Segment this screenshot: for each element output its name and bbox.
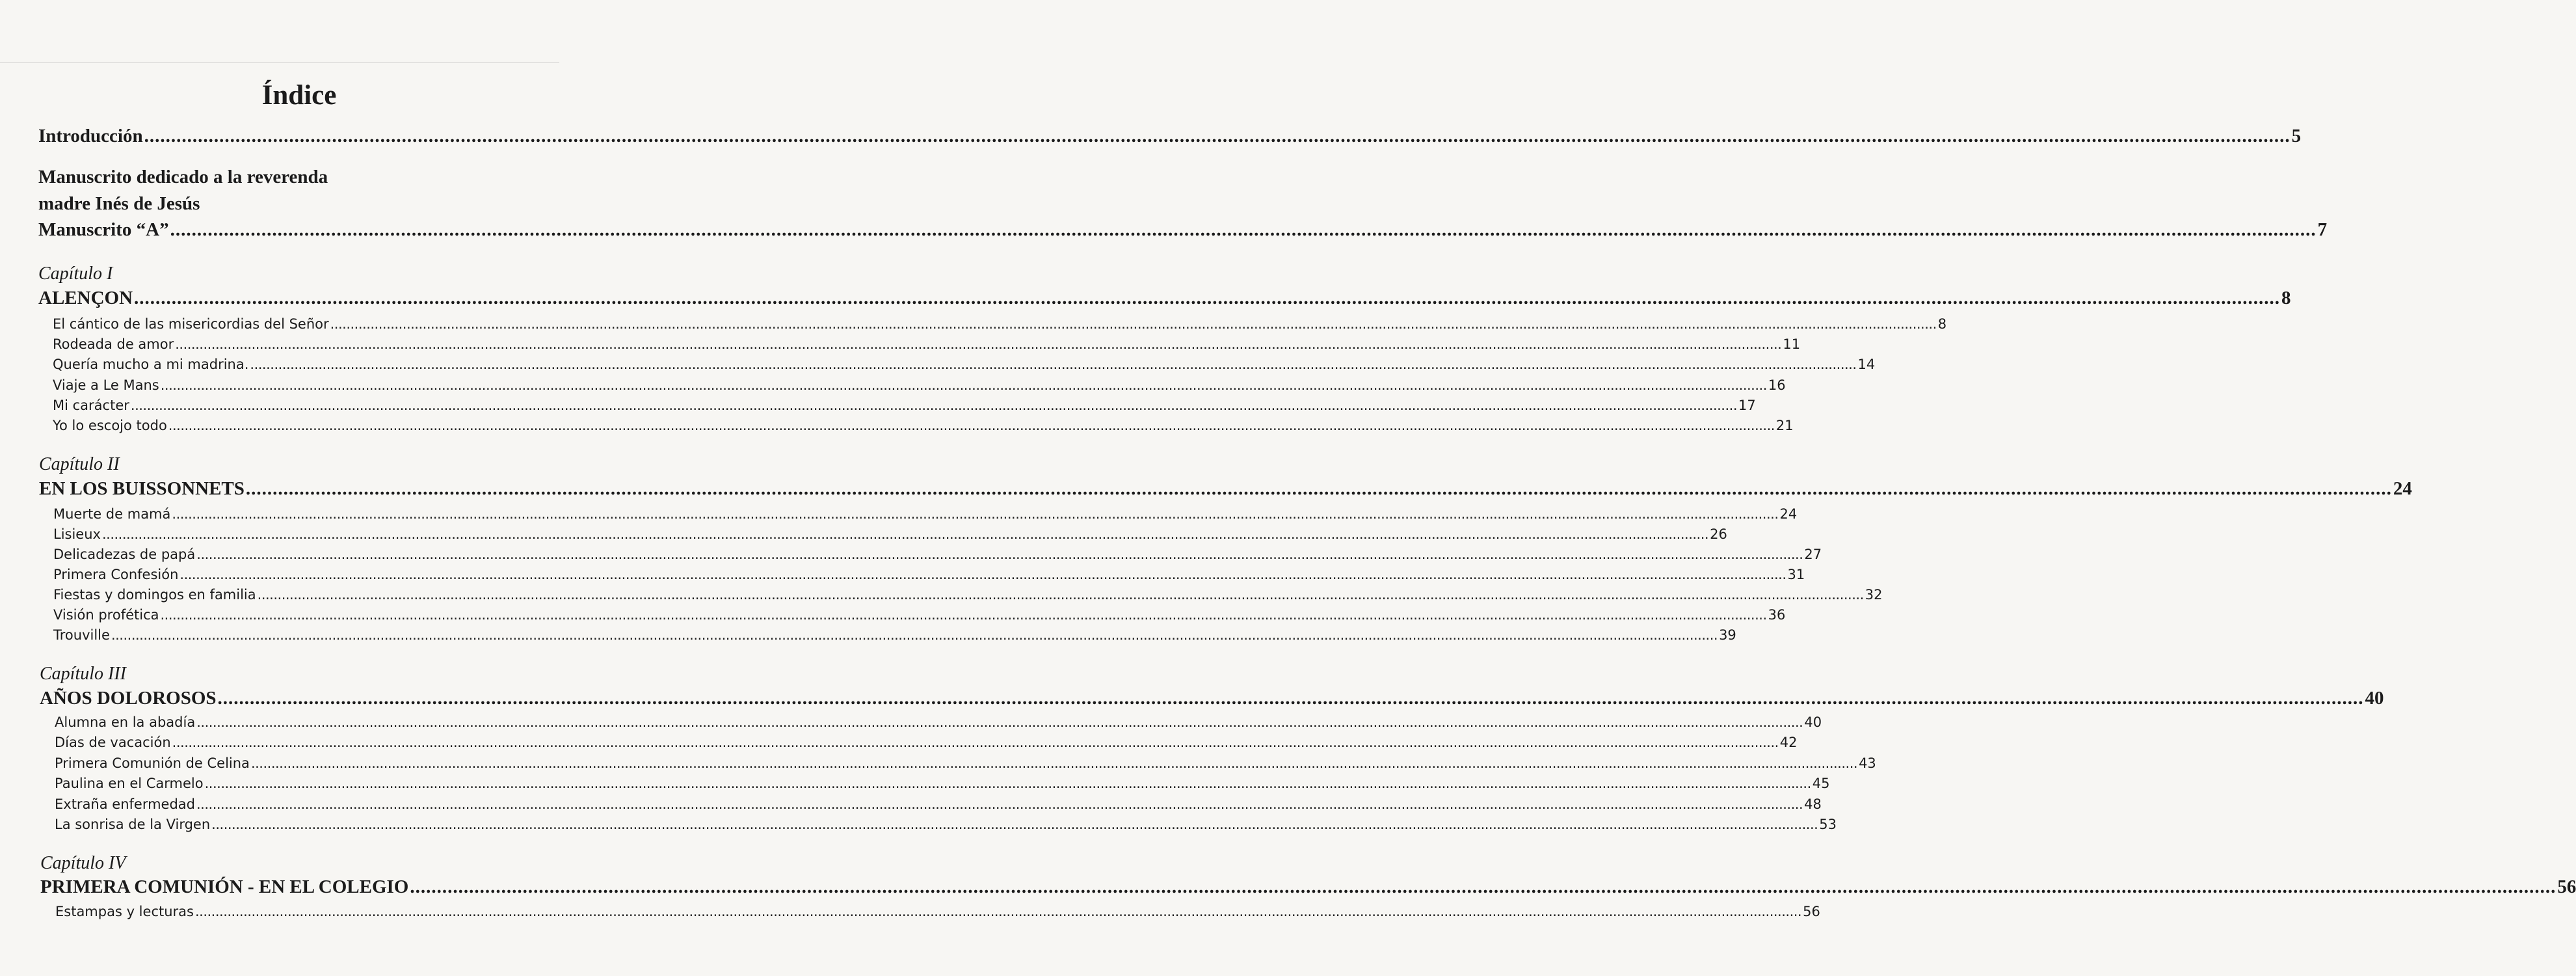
toc-entry-section[interactable] — [53, 316, 1947, 332]
entry-title: Quería mucho a mi madrina. — [53, 357, 249, 372]
dot-leader: ................................................................................................................................................................................................................................................................................................................................................................................................................ — [211, 817, 1818, 832]
toc-entry-section[interactable] — [53, 336, 1801, 352]
page-number: 26 — [1710, 526, 1727, 542]
toc-entry-section[interactable] — [53, 398, 1756, 413]
toc-entry-introduccion[interactable] — [38, 126, 2302, 147]
chapter-number: Capítulo III — [40, 664, 126, 684]
chapter-number: Capítulo I — [38, 264, 113, 284]
page-number: 36 — [1768, 607, 1786, 623]
page-title: Índice — [261, 80, 337, 111]
page-number: 11 — [1783, 336, 1801, 352]
page-number: 39 — [1719, 627, 1736, 643]
dot-leader: ................................................................................................................................................................................................................................................................................................................................................................................................................ — [170, 219, 2317, 240]
chapter-number: Capítulo II — [39, 454, 120, 474]
toc-entry-section[interactable] — [53, 418, 1794, 433]
page-number: 8 — [2281, 288, 2291, 308]
toc-entry-section[interactable] — [53, 506, 1798, 522]
entry-title: Extraña enfermedad — [55, 796, 195, 812]
toc-entry-section[interactable] — [53, 587, 1883, 603]
entry-title: Paulina en el Carmelo — [55, 776, 204, 791]
page-number: 40 — [2365, 688, 2384, 709]
entry-title: El cántico de las misericordias del Señor — [53, 316, 329, 332]
entry-title: Primera Comunión de Celina — [55, 755, 250, 771]
dot-leader: ................................................................................................................................................................................................................................................................................................................................................................................................................ — [257, 587, 1864, 603]
entry-title: Mi carácter — [53, 398, 129, 413]
dot-leader: ................................................................................................................................................................................................................................................................................................................................................................................................................ — [196, 796, 1803, 812]
page-number: 48 — [1804, 796, 1822, 812]
page-number: 31 — [1787, 567, 1805, 582]
toc-entry-section[interactable] — [55, 776, 1830, 791]
page-number: 24 — [1779, 506, 1798, 522]
page-number: 43 — [1859, 755, 1876, 771]
entry-title: Lisieux — [53, 526, 101, 542]
page-number: 14 — [1857, 357, 1876, 372]
entry-title: Visión profética — [53, 607, 159, 623]
page-number: 56 — [2557, 876, 2576, 897]
entry-title: Manuscrito “A” — [38, 219, 169, 240]
dot-leader: ................................................................................................................................................................................................................................................................................................................................................................................................................ — [160, 377, 1767, 393]
dot-leader: ................................................................................................................................................................................................................................................................................................................................................................................................................ — [101, 526, 1709, 542]
page-number: 45 — [1812, 776, 1830, 791]
entry-title: La sonrisa de la Virgen — [55, 817, 211, 832]
dot-leader: ................................................................................................................................................................................................................................................................................................................................................................................................................ — [204, 776, 1811, 791]
dot-leader: ................................................................................................................................................................................................................................................................................................................................................................................................................ — [245, 478, 2392, 499]
dot-leader: ................................................................................................................................................................................................................................................................................................................................................................................................................ — [172, 506, 1779, 522]
entry-title: Delicadezas de papá — [53, 547, 196, 562]
entry-title: Muerte de mamá — [53, 506, 171, 522]
dot-leader: ................................................................................................................................................................................................................................................................................................................................................................................................................ — [330, 316, 1937, 332]
header-rule — [0, 62, 559, 63]
page-number: 8 — [1937, 316, 1947, 332]
entry-title: Introducción — [38, 126, 143, 146]
page-number: 53 — [1819, 817, 1837, 832]
toc-entry-section[interactable] — [55, 714, 1822, 730]
page-number: 21 — [1775, 418, 1794, 433]
dot-leader: ................................................................................................................................................................................................................................................................................................................................................................................................................ — [134, 288, 2281, 308]
dot-leader: ................................................................................................................................................................................................................................................................................................................................................................................................................ — [144, 126, 2291, 146]
toc-entry-section[interactable] — [55, 735, 1798, 750]
toc-entry-section[interactable] — [55, 817, 1837, 832]
toc-entry-section[interactable] — [53, 357, 1876, 372]
dot-leader: ................................................................................................................................................................................................................................................................................................................................................................................................................ — [196, 714, 1803, 730]
entry-title: Viaje a Le Mans — [53, 377, 159, 393]
entry-title: Alumna en la abadía — [55, 714, 196, 730]
dot-leader: ................................................................................................................................................................................................................................................................................................................................................................................................................ — [250, 755, 1858, 771]
dot-leader: ................................................................................................................................................................................................................................................................................................................................................................................................................ — [179, 567, 1786, 582]
toc-entry-section[interactable] — [53, 567, 1805, 582]
dot-leader: ................................................................................................................................................................................................................................................................................................................................................................................................................ — [175, 336, 1782, 352]
dot-leader: ................................................................................................................................................................................................................................................................................................................................................................................................................ — [250, 357, 1857, 372]
toc-entry-manuscrito-a[interactable] — [38, 219, 2328, 241]
entry-title: ALENÇON — [38, 288, 133, 308]
dot-leader: ................................................................................................................................................................................................................................................................................................................................................................................................................ — [410, 876, 2556, 897]
entry-title: Yo lo escojo todo — [53, 418, 167, 433]
toc-entry-section[interactable] — [53, 607, 1786, 623]
toc-entry-chapter[interactable] — [38, 288, 2291, 309]
page-number: 16 — [1768, 377, 1786, 393]
toc-entry-section[interactable] — [55, 904, 1820, 919]
dot-leader: ................................................................................................................................................................................................................................................................................................................................................................................................................ — [194, 904, 1802, 919]
toc-entry-chapter[interactable] — [40, 688, 2384, 709]
toc-entry-chapter[interactable] — [40, 876, 2576, 898]
toc-entry-section[interactable] — [53, 627, 1736, 643]
page-number: 32 — [1865, 587, 1883, 603]
page-number: 40 — [1804, 714, 1822, 730]
page-number: 27 — [1804, 547, 1822, 562]
toc-entry-chapter[interactable] — [39, 478, 2412, 500]
toc-entry-section[interactable] — [55, 796, 1822, 812]
section-heading-line: madre Inés de Jesús — [38, 193, 200, 214]
entry-title: Fiestas y domingos en familia — [53, 587, 256, 603]
page-number: 56 — [1803, 904, 1820, 919]
dot-leader: ................................................................................................................................................................................................................................................................................................................................................................................................................ — [168, 418, 1775, 433]
entry-title: PRIMERA COMUNIÓN - EN EL COLEGIO — [40, 876, 409, 897]
entry-title: Primera Confesión — [53, 567, 179, 582]
page-number: 17 — [1738, 398, 1756, 413]
page-number: 7 — [2317, 219, 2328, 240]
page-number: 42 — [1779, 735, 1798, 750]
entry-title: AÑOS DOLOROSOS — [40, 688, 217, 709]
dot-leader: ................................................................................................................................................................................................................................................................................................................................................................................................................ — [160, 607, 1767, 623]
dot-leader: ................................................................................................................................................................................................................................................................................................................................................................................................................ — [196, 547, 1803, 562]
entry-title: Rodeada de amor — [53, 336, 174, 352]
chapter-number: Capítulo IV — [40, 853, 126, 873]
dot-leader: ................................................................................................................................................................................................................................................................................................................................................................................................................ — [130, 398, 1738, 413]
toc-entry-section[interactable] — [53, 547, 1822, 562]
entry-title: Días de vacación — [55, 735, 171, 750]
entry-title: Estampas y lecturas — [55, 904, 194, 919]
toc-entry-section[interactable] — [55, 755, 1876, 771]
entry-title: Trouville — [53, 627, 110, 643]
toc-entry-section[interactable] — [53, 526, 1727, 542]
toc-entry-section[interactable] — [53, 377, 1786, 393]
dot-leader: ................................................................................................................................................................................................................................................................................................................................................................................................................ — [217, 688, 2364, 709]
section-heading-line: Manuscrito dedicado a la reverenda — [38, 167, 328, 187]
page-number: 5 — [2291, 126, 2302, 146]
page-number: 24 — [2393, 478, 2412, 499]
dot-leader: ................................................................................................................................................................................................................................................................................................................................................................................................................ — [111, 627, 1718, 643]
dot-leader: ................................................................................................................................................................................................................................................................................................................................................................................................................ — [172, 735, 1779, 750]
entry-title: EN LOS BUISSONNETS — [39, 478, 245, 499]
